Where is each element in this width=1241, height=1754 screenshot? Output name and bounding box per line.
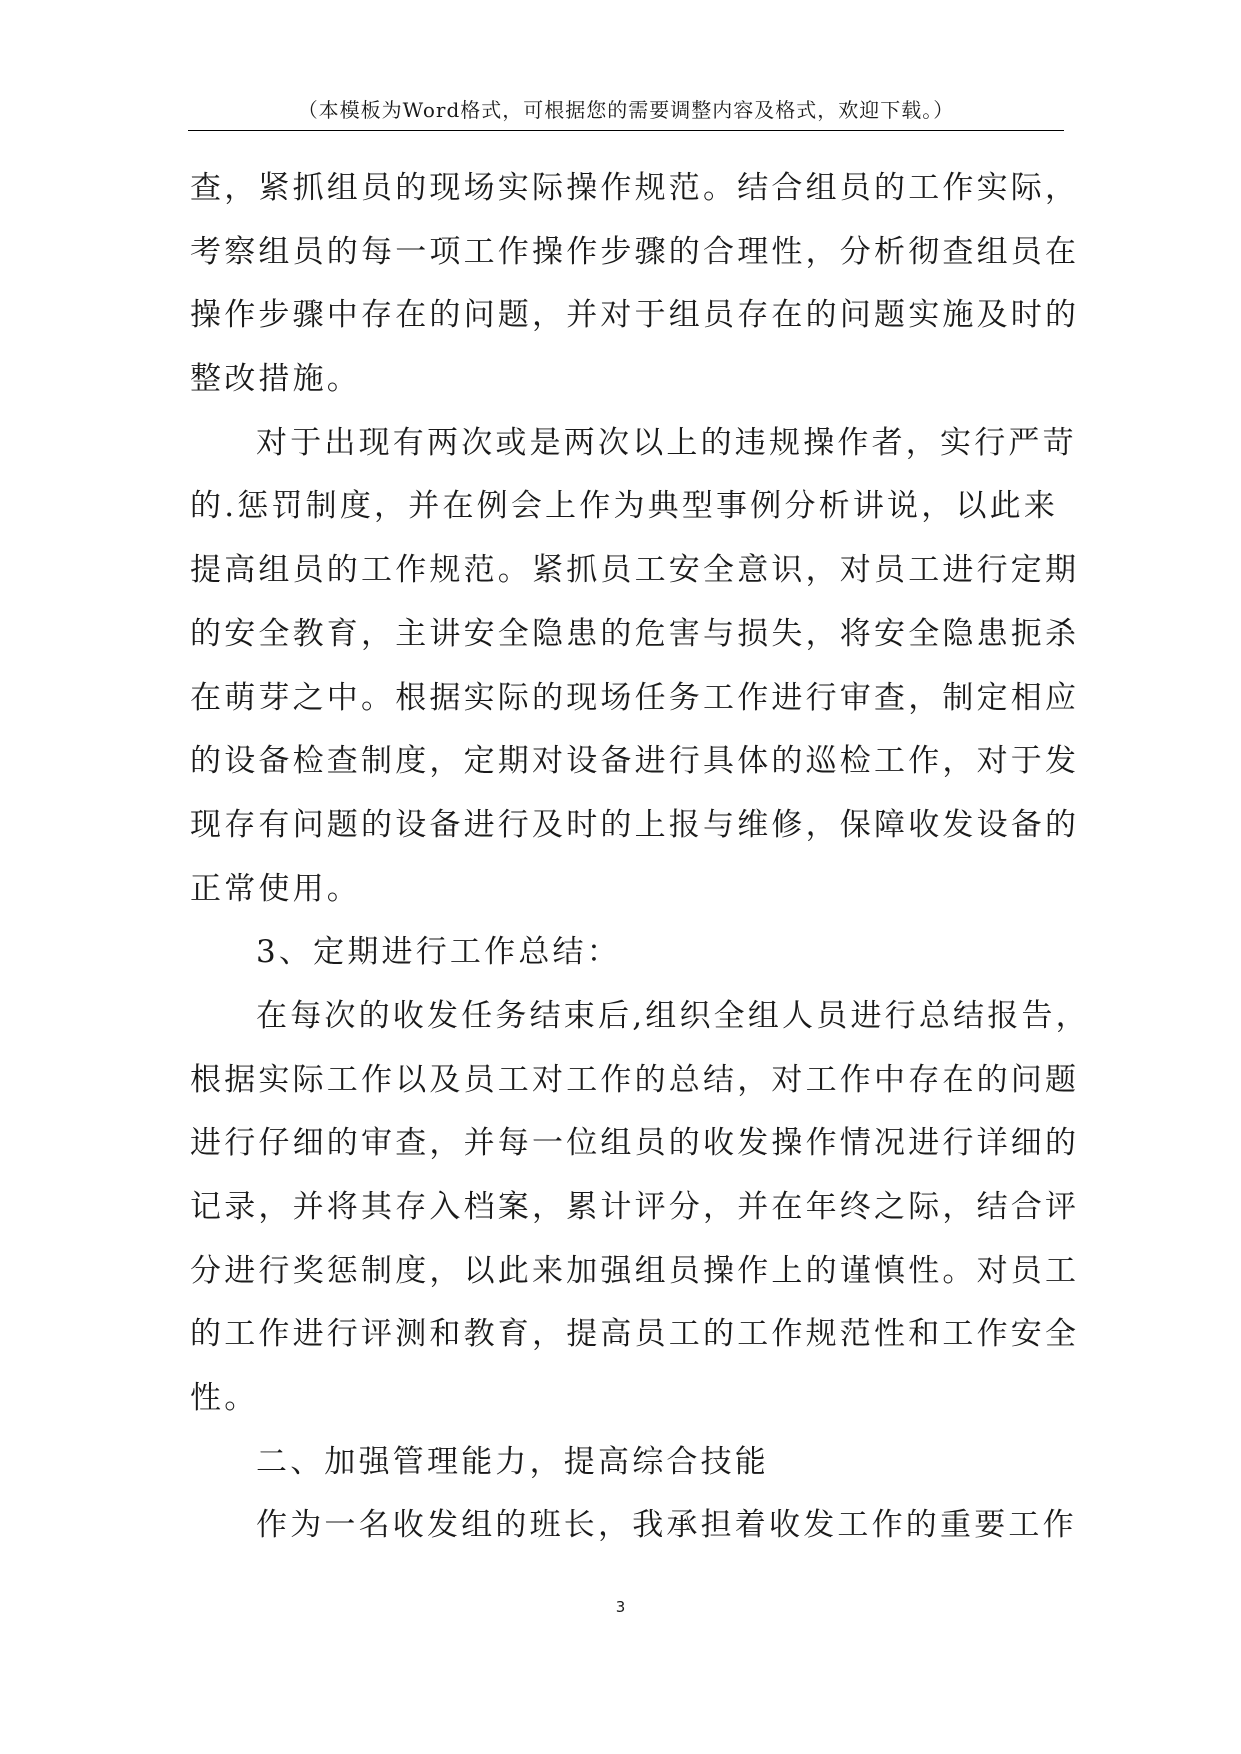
header-divider: [188, 130, 1064, 131]
text-line: 提高组员的工作规范。紧抓员工安全意识，对员工进行定期: [190, 552, 1080, 589]
text-line: 操作步骤中存在的问题，并对于组员存在的问题实施及时的: [190, 297, 1080, 334]
text-line: 的设备检查制度，定期对设备进行具体的巡检工作，对于发: [190, 743, 1080, 780]
document-body: [190, 160, 1090, 1561]
text-line: 的.惩罚制度，并在例会上作为典型事例分析讲说，以此来: [190, 488, 1059, 525]
text-line: 正常使用。: [190, 870, 361, 907]
text-line: 二、加强管理能力，提高综合技能: [256, 1443, 769, 1480]
text-line: 在萌芽之中。根据实际的现场任务工作进行审查，制定相应: [190, 679, 1080, 716]
text-line: 对于出现有两次或是两次以上的违规操作者，实行严苛: [256, 424, 1077, 461]
text-line: 分进行奖惩制度，以此来加强组员操作上的谨慎性。对员工: [190, 1252, 1080, 1289]
text-line: 的安全教育，主讲安全隐患的危害与损失，将安全隐患扼杀: [190, 615, 1080, 652]
text-line: 现存有问题的设备进行及时的上报与维修，保障收发设备的: [190, 806, 1080, 843]
text-line: 3、定期进行工作总结：: [256, 934, 621, 971]
text-line: 查，紧抓组员的现场实际操作规范。结合组员的工作实际，: [190, 170, 1080, 206]
text-line: 的工作进行评测和教育，提高员工的工作规范性和工作安全: [190, 1316, 1080, 1353]
page-number: 3: [615, 1598, 626, 1616]
text-line: 整改措施。: [190, 361, 361, 398]
page-header-note: （本模板为Word格式，可根据您的需要调整内容及格式，欢迎下载。）: [297, 98, 955, 122]
text-line: 在每次的收发任务结束后,组织全组人员进行总结报告，: [256, 997, 1090, 1034]
text-line: 记录，并将其存入档案，累计评分，并在年终之际，结合评: [190, 1189, 1080, 1225]
text-line: 作为一名收发组的班长，我承担着收发工作的重要工作: [256, 1507, 1077, 1544]
text-line: 性。: [190, 1380, 259, 1417]
text-line: 考察组员的每一项工作操作步骤的合理性，分析彻查组员在: [190, 233, 1080, 270]
text-line: 进行仔细的审查，并每一位组员的收发操作情况进行详细的: [190, 1125, 1080, 1162]
text-line: 根据实际工作以及员工对工作的总结，对工作中存在的问题: [190, 1061, 1080, 1098]
